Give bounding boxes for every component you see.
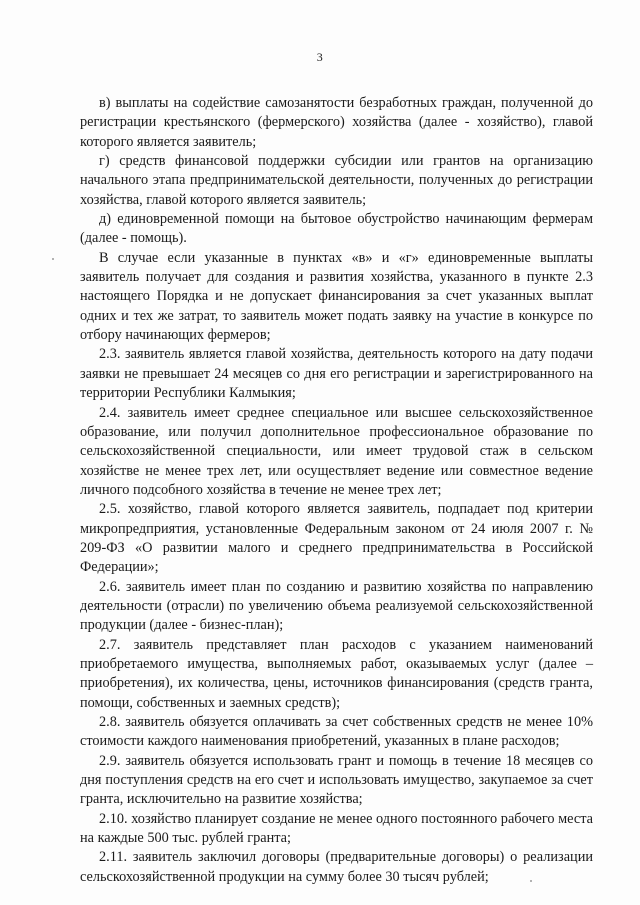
paragraph-2-9: 2.9. заявитель обязуется использовать грант и помощь в течение 18 месяцев со дня поступления средств на его счет и использовать имущество, закупаемое за счет гранта, исключительно на развитие хозяйства; (80, 752, 593, 808)
page-number: 3 (316, 50, 324, 64)
paragraph-2-5: 2.5. хозяйство, главой которого является заявитель, подпадает под критерии микропредприятия, установленные Федеральным законом от 24 июля 2007 г. № 209-ФЗ «О развитии малого и среднего предпринимательства в Российской Федерации»; (80, 501, 593, 576)
paragraph-2-10: 2.10. хозяйство планирует создание не менее одного постоянного рабочего места на каждые 500 тыс. рублей гранта; (80, 810, 593, 847)
paragraph-v: в) выплаты на содействие самозанятости безработных граждан, полученной до регистрации крестьянского (фермерского) хозяйства (далее - хозяйство), главой которого является заявитель; (80, 95, 593, 150)
paragraph-g: г) средств финансовой поддержки субсидии или грантов на организацию начального этапа предпринимательской деятельности, полученных до регистрации хозяйства, главой которого является заявитель; (80, 153, 593, 208)
paragraph-d: д) единовременной помощи на бытовое обустройство начинающим фермерам (далее - помощь). (80, 211, 593, 247)
paragraph-2-4: 2.4. заявитель имеет среднее специальное или высшее сельскохозяйственное образование, или получил дополнительное профессиональное образование по сельскохозяйственной специальности, или имеет трудовой стаж в сельском хозяйстве не менее трех лет, или осуществляет ведение или совместное ведение личного подсобного хозяйства в течение не менее трех лет; (80, 404, 593, 498)
scan-speck (530, 880, 532, 882)
paragraph-2-11: 2.11. заявитель заключил договоры (предварительные договоры) о реализации сельскохозяйственной продукции на сумму более 30 тысяч рублей; (80, 849, 593, 885)
document-body (80, 94, 593, 887)
paragraph-2-7: 2.7. заявитель представляет план расходов с указанием наименований приобретаемого имущества, выполняемых работ, оказываемых услуг (далее – приобретения), их количества, цены, источников финансирования (средств гранта, помощи, собственных и заемных средств); (80, 636, 593, 711)
paragraph-2-3: 2.3. заявитель является главой хозяйства, деятельность которого на дату подачи заявки не превышает 24 месяцев со дня его регистрации и зарегистрированного на территории Республики Калмыкия; (80, 346, 593, 402)
paragraph-note: В случае если указанные в пунктах «в» и «г» единовременные выплаты заявитель получает для создания и развития хозяйства, указанного в пункте 2.3 настоящего Порядка и не допускает финансирования за счет указанных выплат одних и тех же затрат, то заявитель может подать заявку на участие в конкурсе по отбору начинающих фермеров; (80, 249, 593, 344)
paragraph-2-8: 2.8. заявитель обязуется оплачивать за счет собственных средств не менее 10% стоимости каждого наименования приобретений, указанных в плане расходов; (80, 714, 593, 750)
paragraph-2-6: 2.6. заявитель имеет план по созданию и развитию хозяйства по направлению деятельности (отрасли) по увеличению объема реализуемой сельскохозяйственной продукции (далее - бизнес-план); (80, 578, 593, 634)
scan-speck (52, 258, 54, 260)
